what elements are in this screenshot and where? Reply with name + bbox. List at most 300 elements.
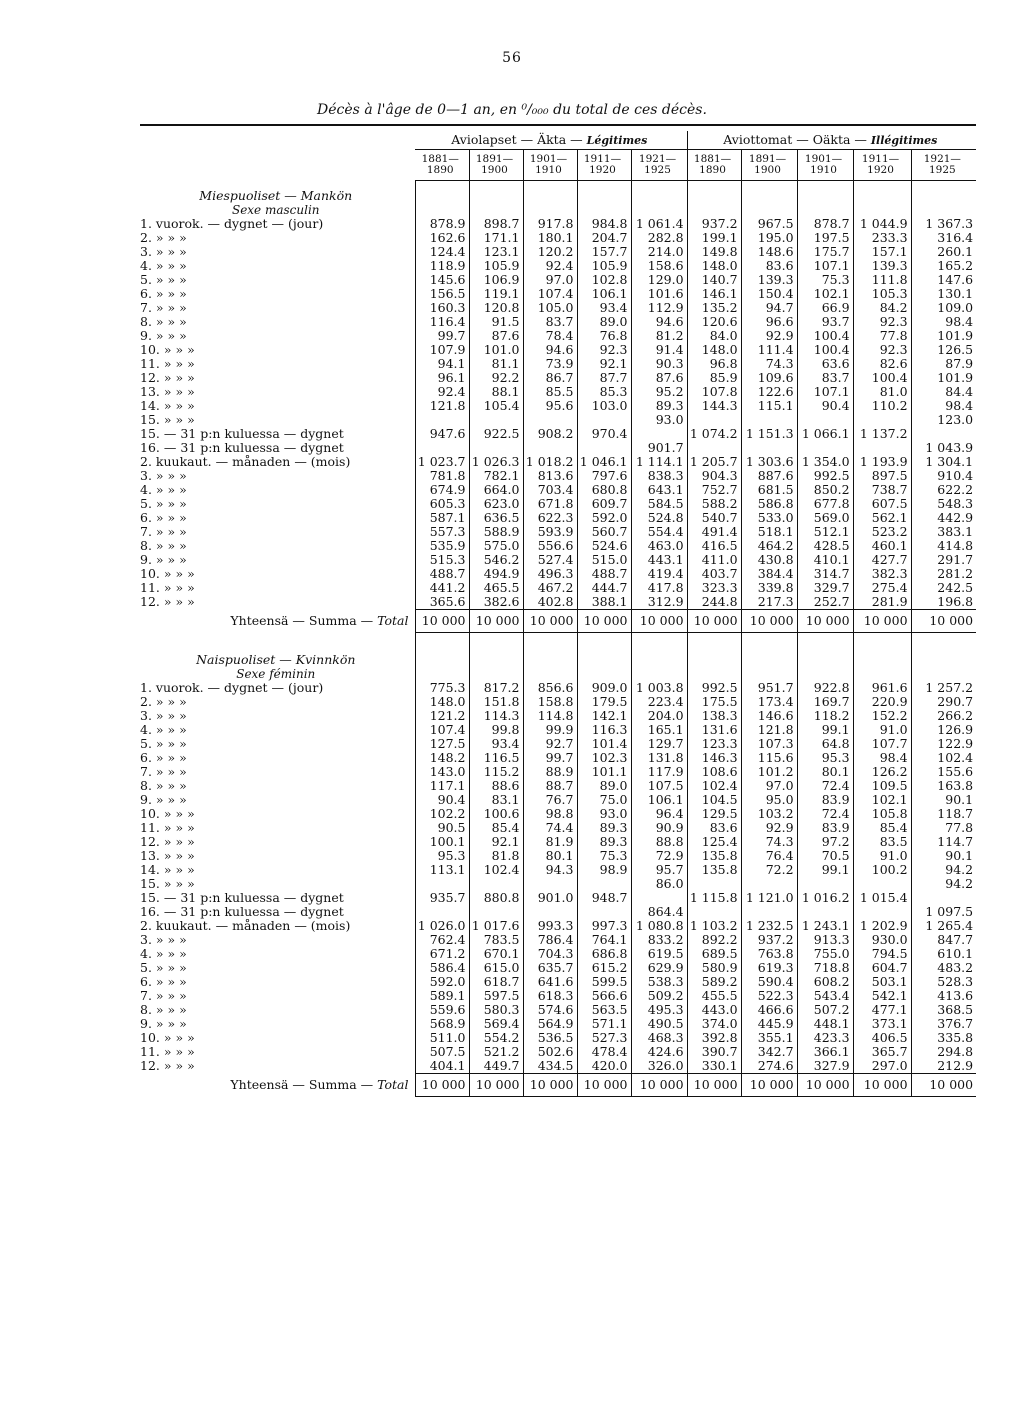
total-cell: 10 000	[853, 610, 911, 633]
value-cell: 738.7	[853, 483, 911, 497]
value-cell: 917.8	[523, 217, 577, 231]
value-cell: 89.0	[577, 779, 631, 793]
value-cell: 92.4	[415, 385, 469, 399]
year-header: 1911— 1920	[853, 150, 911, 181]
value-cell: 102.1	[853, 793, 911, 807]
value-cell: 63.6	[797, 357, 853, 371]
value-cell: 680.8	[577, 483, 631, 497]
value-cell: 109.5	[853, 779, 911, 793]
value-cell: 608.2	[797, 975, 853, 989]
row-label: 11. » » »	[140, 1045, 195, 1059]
value-cell: 618.7	[469, 975, 523, 989]
value-cell: 107.9	[415, 343, 469, 357]
value-cell: 992.5	[687, 681, 741, 695]
value-cell: 411.0	[687, 553, 741, 567]
value-cell: 430.8	[741, 553, 797, 567]
table-row	[140, 553, 976, 567]
value-cell: 95.3	[797, 751, 853, 765]
value-cell: 681.5	[741, 483, 797, 497]
value-cell: 413.6	[911, 989, 976, 1003]
value-cell: 93.0	[631, 413, 687, 427]
value-cell: 424.6	[631, 1045, 687, 1059]
table-row	[140, 793, 976, 807]
table-row	[140, 427, 976, 441]
value-cell	[797, 441, 853, 455]
value-cell: 609.7	[577, 497, 631, 511]
value-cell: 100.4	[797, 343, 853, 357]
value-cell: 116.4	[415, 315, 469, 329]
value-cell: 84.4	[911, 385, 976, 399]
value-cell: 123.3	[687, 737, 741, 751]
row-label: 3. » » »	[140, 469, 187, 483]
value-cell: 524.8	[631, 511, 687, 525]
value-cell: 157.7	[577, 245, 631, 259]
total-row	[140, 610, 976, 633]
value-cell: 571.1	[577, 1017, 631, 1031]
value-cell: 204.0	[631, 709, 687, 723]
value-cell: 148.2	[415, 751, 469, 765]
total-cell: 10 000	[797, 1074, 853, 1097]
value-cell: 538.3	[631, 975, 687, 989]
value-cell: 121.2	[415, 709, 469, 723]
value-cell: 1 046.1	[577, 455, 631, 469]
value-cell: 179.5	[577, 695, 631, 709]
value-cell: 121.8	[741, 723, 797, 737]
value-cell: 135.8	[687, 863, 741, 877]
value-cell	[415, 877, 469, 891]
value-cell: 118.9	[415, 259, 469, 273]
total-cell: 10 000	[853, 1074, 911, 1097]
total-row	[140, 1074, 976, 1097]
total-cell: 10 000	[415, 1074, 469, 1097]
table-row	[140, 835, 976, 849]
value-cell: 95.7	[631, 863, 687, 877]
value-cell: 214.0	[631, 245, 687, 259]
value-cell: 91.0	[853, 723, 911, 737]
value-cell: 592.0	[577, 511, 631, 525]
row-label: 2. kuukaut. — månaden — (mois)	[140, 919, 351, 933]
value-cell: 140.7	[687, 273, 741, 287]
value-cell: 97.0	[523, 273, 577, 287]
value-cell: 416.5	[687, 539, 741, 553]
value-cell: 150.4	[741, 287, 797, 301]
value-cell: 157.1	[853, 245, 911, 259]
total-cell: 10 000	[797, 610, 853, 633]
value-cell: 160.3	[415, 301, 469, 315]
value-cell: 135.2	[687, 301, 741, 315]
value-cell: 781.8	[415, 469, 469, 483]
value-cell: 560.7	[577, 525, 631, 539]
value-cell: 559.6	[415, 1003, 469, 1017]
table-row	[140, 483, 976, 497]
value-cell: 175.5	[687, 695, 741, 709]
value-cell: 297.0	[853, 1059, 911, 1074]
table-row	[140, 1059, 976, 1074]
value-cell: 118.2	[797, 709, 853, 723]
value-cell: 103.2	[741, 807, 797, 821]
value-cell: 533.0	[741, 511, 797, 525]
value-cell	[523, 413, 577, 427]
value-cell: 74.4	[523, 821, 577, 835]
total-cell: 10 000	[577, 610, 631, 633]
value-cell: 92.9	[741, 329, 797, 343]
table-row	[140, 301, 976, 315]
row-label: 11. » » »	[140, 357, 195, 371]
year-header: 1921— 1925	[911, 150, 976, 181]
value-cell: 88.9	[523, 765, 577, 779]
value-cell: 107.4	[523, 287, 577, 301]
row-label: 4. » » »	[140, 259, 187, 273]
table-row	[140, 1003, 976, 1017]
value-cell: 107.1	[797, 259, 853, 273]
value-cell: 115.2	[469, 765, 523, 779]
value-cell: 92.3	[853, 343, 911, 357]
row-label: 3. » » »	[140, 709, 187, 723]
value-cell: 339.8	[741, 581, 797, 595]
value-cell: 373.1	[853, 1017, 911, 1031]
row-label: 7. » » »	[140, 525, 187, 539]
value-cell: 904.3	[687, 469, 741, 483]
value-cell: 569.4	[469, 1017, 523, 1031]
value-cell: 997.3	[577, 919, 631, 933]
table-row	[140, 849, 976, 863]
value-cell: 490.5	[631, 1017, 687, 1031]
mortality-table	[140, 131, 976, 1097]
value-cell: 355.1	[741, 1031, 797, 1045]
value-cell: 755.0	[797, 947, 853, 961]
value-cell	[853, 413, 911, 427]
value-cell: 290.7	[911, 695, 976, 709]
value-cell: 81.2	[631, 329, 687, 343]
value-cell: 252.7	[797, 595, 853, 610]
value-cell	[469, 413, 523, 427]
value-cell: 1 061.4	[631, 217, 687, 231]
value-cell: 105.0	[523, 301, 577, 315]
value-cell: 66.9	[797, 301, 853, 315]
value-cell: 102.4	[911, 751, 976, 765]
value-cell: 126.2	[853, 765, 911, 779]
row-label: 1. vuorok. — dygnet — (jour)	[140, 681, 324, 695]
row-label: 10. » » »	[140, 567, 195, 581]
value-cell: 114.3	[469, 709, 523, 723]
value-cell	[631, 891, 687, 905]
value-cell: 101.9	[911, 371, 976, 385]
value-cell: 466.6	[741, 1003, 797, 1017]
value-cell: 156.5	[415, 287, 469, 301]
value-cell: 448.1	[797, 1017, 853, 1031]
value-cell: 101.4	[577, 737, 631, 751]
table-row	[140, 497, 976, 511]
value-cell: 120.6	[687, 315, 741, 329]
table-row	[140, 807, 976, 821]
value-cell: 282.8	[631, 231, 687, 245]
row-label: 5. » » »	[140, 961, 187, 975]
value-cell: 126.9	[911, 723, 976, 737]
value-cell: 1 367.3	[911, 217, 976, 231]
value-cell: 797.6	[577, 469, 631, 483]
value-cell: 898.7	[469, 217, 523, 231]
value-cell: 1 303.6	[741, 455, 797, 469]
value-cell: 98.4	[911, 315, 976, 329]
value-cell: 169.7	[797, 695, 853, 709]
value-cell: 106.1	[631, 793, 687, 807]
value-cell: 101.0	[469, 343, 523, 357]
value-cell: 1 003.8	[631, 681, 687, 695]
value-cell: 521.2	[469, 1045, 523, 1059]
value-cell: 366.1	[797, 1045, 853, 1059]
row-label: 9. » » »	[140, 1017, 187, 1031]
value-cell: 546.2	[469, 553, 523, 567]
value-cell: 105.3	[853, 287, 911, 301]
row-label: 2. » » »	[140, 231, 187, 245]
value-cell: 326.0	[631, 1059, 687, 1074]
value-cell: 522.3	[741, 989, 797, 1003]
value-cell: 90.9	[631, 821, 687, 835]
value-cell: 83.5	[853, 835, 911, 849]
year-header: 1881— 1890	[687, 150, 741, 181]
value-cell: 414.8	[911, 539, 976, 553]
value-cell: 90.5	[415, 821, 469, 835]
value-cell: 460.1	[853, 539, 911, 553]
row-label: 12. » » »	[140, 835, 195, 849]
value-cell: 527.4	[523, 553, 577, 567]
value-cell: 813.6	[523, 469, 577, 483]
row-label: 5. » » »	[140, 497, 187, 511]
value-cell: 77.8	[911, 821, 976, 835]
value-cell: 148.0	[415, 695, 469, 709]
value-cell: 94.1	[415, 357, 469, 371]
row-label: 8. » » »	[140, 1003, 187, 1017]
year-header: 1891— 1900	[741, 150, 797, 181]
value-cell: 111.8	[853, 273, 911, 287]
value-cell	[469, 877, 523, 891]
value-cell: 619.3	[741, 961, 797, 975]
value-cell	[469, 905, 523, 919]
value-cell: 478.4	[577, 1045, 631, 1059]
value-cell: 117.9	[631, 765, 687, 779]
value-cell: 105.9	[577, 259, 631, 273]
value-cell: 327.9	[797, 1059, 853, 1074]
row-label: 15. — 31 p:n kuluessa — dygnet	[140, 891, 344, 905]
value-cell: 937.2	[687, 217, 741, 231]
table-row	[140, 1017, 976, 1031]
value-cell: 417.8	[631, 581, 687, 595]
value-cell: 443.1	[631, 553, 687, 567]
value-cell: 677.8	[797, 497, 853, 511]
value-cell	[853, 905, 911, 919]
table-row	[140, 469, 976, 483]
value-cell: 86.7	[523, 371, 577, 385]
value-cell: 782.1	[469, 469, 523, 483]
table-row	[140, 681, 976, 695]
value-cell: 111.4	[741, 343, 797, 357]
value-cell: 105.4	[469, 399, 523, 413]
value-cell: 130.1	[911, 287, 976, 301]
value-cell: 88.6	[469, 779, 523, 793]
value-cell: 101.6	[631, 287, 687, 301]
value-cell: 155.6	[911, 765, 976, 779]
value-cell: 392.8	[687, 1031, 741, 1045]
table-row	[140, 287, 976, 301]
value-cell: 664.0	[469, 483, 523, 497]
value-cell: 419.4	[631, 567, 687, 581]
value-cell	[797, 905, 853, 919]
total-cell: 10 000	[687, 1074, 741, 1097]
value-cell: 674.9	[415, 483, 469, 497]
row-label: 7. » » »	[140, 301, 187, 315]
value-cell: 607.5	[853, 497, 911, 511]
value-cell: 718.8	[797, 961, 853, 975]
total-cell: 10 000	[741, 610, 797, 633]
value-cell: 90.1	[911, 849, 976, 863]
value-cell: 1 257.2	[911, 681, 976, 695]
value-cell: 312.9	[631, 595, 687, 610]
value-cell: 99.8	[469, 723, 523, 737]
value-cell: 148.0	[687, 259, 741, 273]
value-cell: 671.8	[523, 497, 577, 511]
value-cell: 993.3	[523, 919, 577, 933]
value-cell: 1 265.4	[911, 919, 976, 933]
value-cell: 92.9	[741, 821, 797, 835]
value-cell: 122.6	[741, 385, 797, 399]
table-row	[140, 989, 976, 1003]
value-cell: 961.6	[853, 681, 911, 695]
value-cell: 365.7	[853, 1045, 911, 1059]
value-cell: 548.3	[911, 497, 976, 511]
value-cell: 1 202.9	[853, 919, 911, 933]
table-row	[140, 567, 976, 581]
value-cell: 123.0	[911, 413, 976, 427]
total-label: Yhteensä — Summa — Total	[230, 613, 409, 628]
value-cell: 947.6	[415, 427, 469, 441]
value-cell: 90.1	[911, 793, 976, 807]
value-cell: 217.3	[741, 595, 797, 610]
table-row	[140, 413, 976, 427]
value-cell: 149.8	[687, 245, 741, 259]
value-cell: 566.6	[577, 989, 631, 1003]
value-cell: 1 023.7	[415, 455, 469, 469]
value-cell: 610.1	[911, 947, 976, 961]
value-cell: 91.5	[469, 315, 523, 329]
value-cell: 507.2	[797, 1003, 853, 1017]
value-cell: 107.1	[797, 385, 853, 399]
value-cell: 444.7	[577, 581, 631, 595]
table-row	[140, 1045, 976, 1059]
value-cell	[911, 891, 976, 905]
table-row	[140, 357, 976, 371]
row-label: 3. » » »	[140, 245, 187, 259]
value-cell: 641.6	[523, 975, 577, 989]
value-cell: 131.8	[631, 751, 687, 765]
value-cell: 1 193.9	[853, 455, 911, 469]
value-cell: 212.9	[911, 1059, 976, 1074]
value-cell: 103.0	[577, 399, 631, 413]
value-cell: 901.7	[631, 441, 687, 455]
value-cell: 91.0	[853, 849, 911, 863]
value-cell: 274.6	[741, 1059, 797, 1074]
row-label: 8. » » »	[140, 315, 187, 329]
year-header: 1911— 1920	[577, 150, 631, 181]
table-row	[140, 933, 976, 947]
value-cell: 275.4	[853, 581, 911, 595]
value-cell: 72.2	[741, 863, 797, 877]
value-cell: 1 016.2	[797, 891, 853, 905]
value-cell: 173.4	[741, 695, 797, 709]
value-cell: 643.1	[631, 483, 687, 497]
value-cell: 148.0	[687, 343, 741, 357]
value-cell: 592.0	[415, 975, 469, 989]
total-label: Yhteensä — Summa — Total	[230, 1077, 409, 1092]
value-cell	[687, 413, 741, 427]
table-row	[140, 695, 976, 709]
value-cell: 374.0	[687, 1017, 741, 1031]
value-cell: 445.9	[741, 1017, 797, 1031]
table-row	[140, 961, 976, 975]
value-cell: 909.0	[577, 681, 631, 695]
value-cell: 102.2	[415, 807, 469, 821]
value-cell: 880.8	[469, 891, 523, 905]
table-row	[140, 877, 976, 891]
value-cell: 523.2	[853, 525, 911, 539]
value-cell: 496.3	[523, 567, 577, 581]
value-cell: 752.7	[687, 483, 741, 497]
table-row	[140, 371, 976, 385]
value-cell: 223.4	[631, 695, 687, 709]
total-cell: 10 000	[687, 610, 741, 633]
value-cell: 1 080.8	[631, 919, 687, 933]
value-cell: 115.1	[741, 399, 797, 413]
value-cell: 120.8	[469, 301, 523, 315]
value-cell: 260.1	[911, 245, 976, 259]
row-label: 8. » » »	[140, 539, 187, 553]
year-header: 1901— 1910	[797, 150, 853, 181]
value-cell: 420.0	[577, 1059, 631, 1074]
value-cell: 93.4	[469, 737, 523, 751]
value-cell: 85.4	[853, 821, 911, 835]
value-cell: 838.3	[631, 469, 687, 483]
value-cell: 220.9	[853, 695, 911, 709]
value-cell: 568.9	[415, 1017, 469, 1031]
value-cell: 88.7	[523, 779, 577, 793]
value-cell: 72.4	[797, 807, 853, 821]
value-cell: 423.3	[797, 1031, 853, 1045]
group-header-legitimate: Aviolapset — Äkta — Légitimes	[415, 131, 687, 150]
value-cell: 623.0	[469, 497, 523, 511]
value-cell: 984.8	[577, 217, 631, 231]
value-cell: 1 066.1	[797, 427, 853, 441]
row-label: 13. » » »	[140, 385, 195, 399]
value-cell: 910.4	[911, 469, 976, 483]
value-cell: 575.0	[469, 539, 523, 553]
value-cell: 390.7	[687, 1045, 741, 1059]
value-cell: 92.3	[853, 315, 911, 329]
value-cell: 1 074.2	[687, 427, 741, 441]
value-cell: 1 026.0	[415, 919, 469, 933]
value-cell: 887.6	[741, 469, 797, 483]
value-cell: 94.6	[523, 343, 577, 357]
total-cell: 10 000	[577, 1074, 631, 1097]
value-cell: 75.3	[797, 273, 853, 287]
value-cell	[577, 413, 631, 427]
table-row	[140, 273, 976, 287]
value-cell: 455.5	[687, 989, 741, 1003]
value-cell: 580.9	[687, 961, 741, 975]
value-cell: 99.1	[797, 723, 853, 737]
value-cell: 86.0	[631, 877, 687, 891]
value-cell: 689.5	[687, 947, 741, 961]
value-cell: 495.3	[631, 1003, 687, 1017]
value-cell: 449.7	[469, 1059, 523, 1074]
